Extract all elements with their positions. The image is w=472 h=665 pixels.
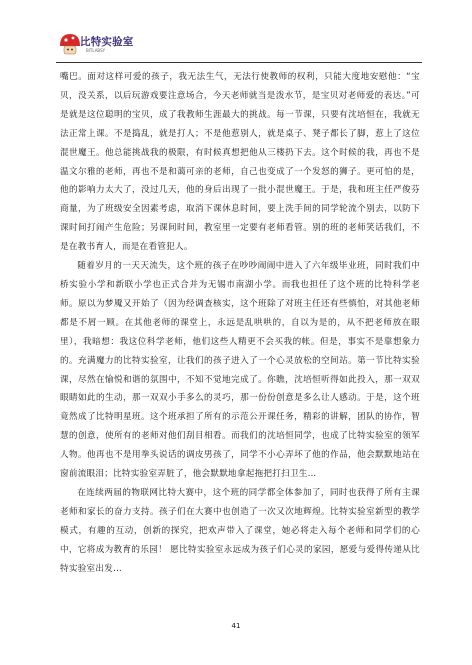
document-body — [60, 68, 420, 578]
page-number: 41 — [231, 622, 241, 630]
paragraph-continuation: 嘴巴。面对这样可爱的孩子，我无法生气，无法行使教师的权利，只能大度地安慰他：“宝贝，没关系，以后玩游戏要注意场合，今天老师就当是泼水节，是宝贝对老师爱的表达。”可是就是这位聪明的宝贝，成了我教师生涯最大的挑战。每一节课，只要有沈培恒在，我就无法正常上课。不是捣乱，就是打人；不是他惹别人，就是桌子、凳子都长了脚，惹上了这位混世魔王。他总能挑战我的极限，有时候真想把他从三楼扔下去。这个时候的我，再也不是温文尔雅的老师，再也不是和蔼可亲的老师，自己也变成了一个发怒的狮子。更可怕的是，他的影响力太大了，没过几天，他的身后出现了一批小混世魔王。于是，我和班主任严俊芬商量，为了班级安全因素考虑，取消下课休息时间，要上洗手间的同学轮流个别去，以防下课时间打闹产生危险；另课间时间，教室里一定要有老师看管。别的班的老师笑话我们，不是在教书育人，而是在看管犯人。 — [60, 72, 420, 253]
logo-subtext: BITLABSY — [86, 48, 106, 53]
header-divider — [56, 62, 422, 63]
logo-text: 比特实验室 — [80, 36, 134, 48]
paragraph: 随着岁月的一天天流失，这个班的孩子在吵吵闹闹中进入了六年级毕业班，同时我们中桥实验小学和新联小学也正式合并为无锡市南湖小学。而我也担任了这个班的比特科学老师。原以为梦魇又开始了（因为经调查核实，这个班除了对班主任还有些慎怕，对其他老师都是不屑一顾。在其他老师的课堂上，永远是乱哄哄的，自以为是的，从不把老师放在眼里），我暗想：我这位科学老师，他们这些人精更不会买我的帐。但是，事实不是靠想象力的。充满魔力的比特实验室，让我们的孩子进入了一个心灵放松的空间站。第一节比特实验课，尽然在愉悦和谐的氛围中，不知不觉地完成了。你瞧，沈培恒听得如此投入，那一双双眼睛如此的生动，那一双双小手多么的灵巧，那一份份创意是多么让人感动。于是，这个班竟然成了比特明星班。这个班承担了所有的示范公开课任务，精彩的讲解，团队的协作，智慧的创意，使所有的老师对他们刮目相看。而我们的沈培恒同学，也成了比特实验室的领军人物。他再也不是用拳头说话的调皮男孩了，同学不小心弄坏了他的作品，他会默默地站在窗前流眼泪；比特实验室弄脏了，他会默默地拿起拖把打扫卫生… — [60, 261, 420, 480]
paragraph: 在连续两届的物联网比特大赛中，这个班的同学都全体参加了，同时也获得了所有主课老师和家长的奋力支持。孩子们在大赛中也创造了一次又次地辉煌。比特实验室新型的教学模式，有趣的互动，创新的探究，把欢声带入了课堂，她必将走入每个老师和同学们的心中，它将成为教育的乐园！ 愿比特实验室永远成为孩子们心灵的家园，愿爱与爱得传递从比特实验室出发… — [60, 487, 420, 574]
